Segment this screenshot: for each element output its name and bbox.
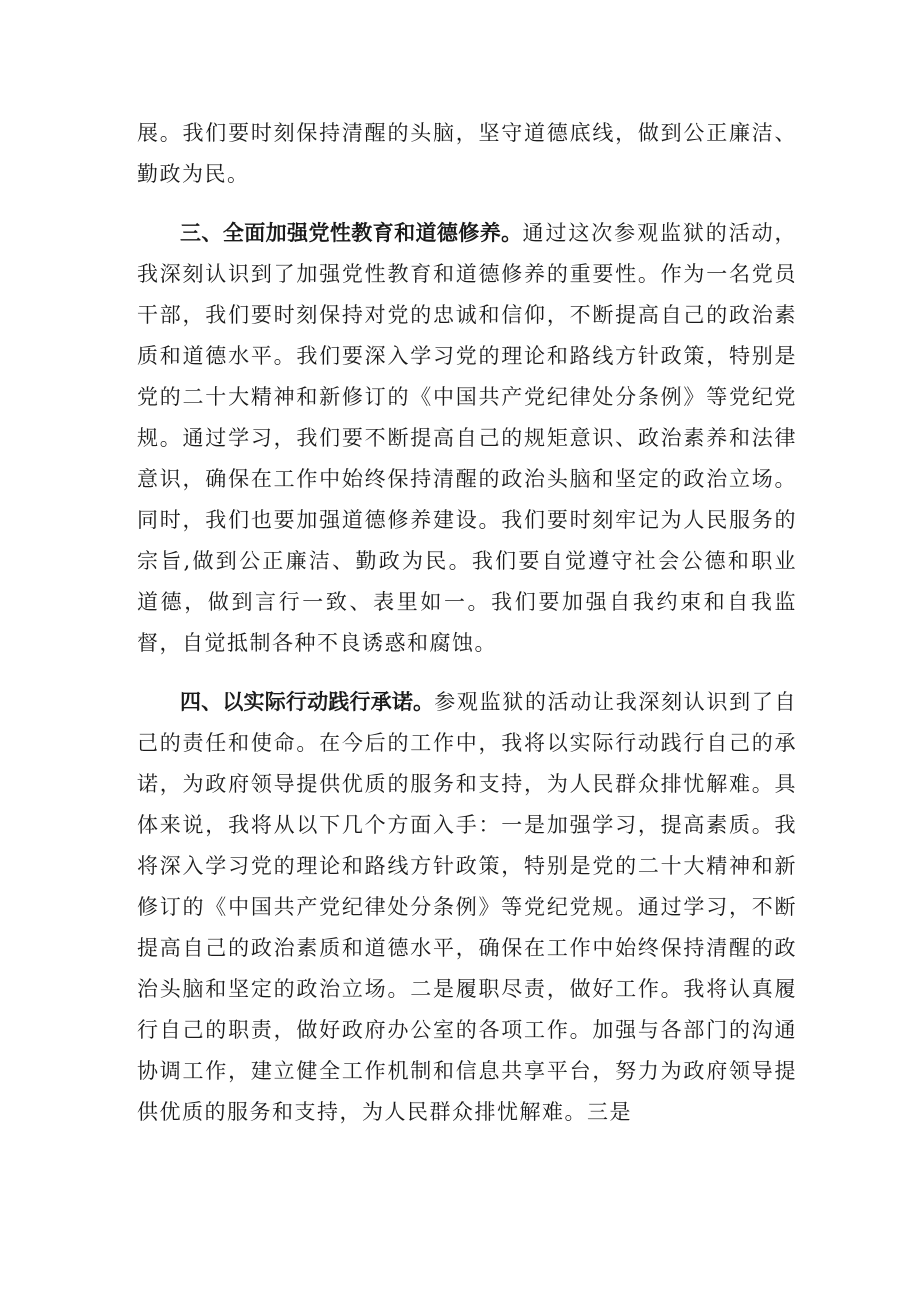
section-heading: 三、全面加强党性教育和道德修养。 [180,221,523,245]
paragraph-continuation [137,113,797,195]
paragraph-section-four [137,682,797,1133]
paragraph-section-three [137,213,797,664]
paragraph-text: 参观监狱的活动让我深刻认识到了自己的责任和使命。在今后的工作中，我将以实际行动践行自己的承诺，为政府领导提供优质的服务和支持，为人民群众排忧解难。具体来说，我将从以下几个方面入手：一是加强学习，提高素质。我将深入学习党的理论和路线方针政策，特别是党的二十大精神和新修订的《中国共产党纪律处分条例》等党纪党规。通过学习，不断提高自己的政治素质和道德水平，确保在工作中始终保持清醒的政治头脑和坚定的政治立场。二是履职尽责，做好工作。我将认真履行自己的职责，做好政府办公室的各项工作。加强与各部门的沟通协调工作，建立健全工作机制和信息共享平台，努力为政府领导提供优质的服务和支持，为人民群众排忧解难。三是 [137,690,798,1124]
paragraph-text: 展。我们要时刻保持清醒的头脑，坚守道德底线，做到公正廉洁、勤政为民。 [137,121,797,186]
section-heading: 四、以实际行动践行承诺。 [180,690,435,714]
document-body [137,113,797,1151]
paragraph-text: 通过这次参观监狱的活动，我深刻认识到了加强党性教育和道德修养的重要性。作为一名党员干部，我们要时刻保持对党的忠诚和信仰，不断提高自己的政治素质和道德水平。我们要深入学习党的理论和路线方针政策，特别是党的二十大精神和新修订的《中国共产党纪律处分条例》等党纪党规。通过学习，我们要不断提高自己的规矩意识、政治素养和法律意识，确保在工作中始终保持清醒的政治头脑和坚定的政治立场。同时，我们也要加强道德修养建设。我们要时刻牢记为人民服务的宗旨,做到公正廉洁、勤政为民。我们要自觉遵守社会公德和职业道德，做到言行一致、表里如一。我们要加强自我约束和自我监督，自觉抵制各种不良诱惑和腐蚀。 [137,221,798,655]
